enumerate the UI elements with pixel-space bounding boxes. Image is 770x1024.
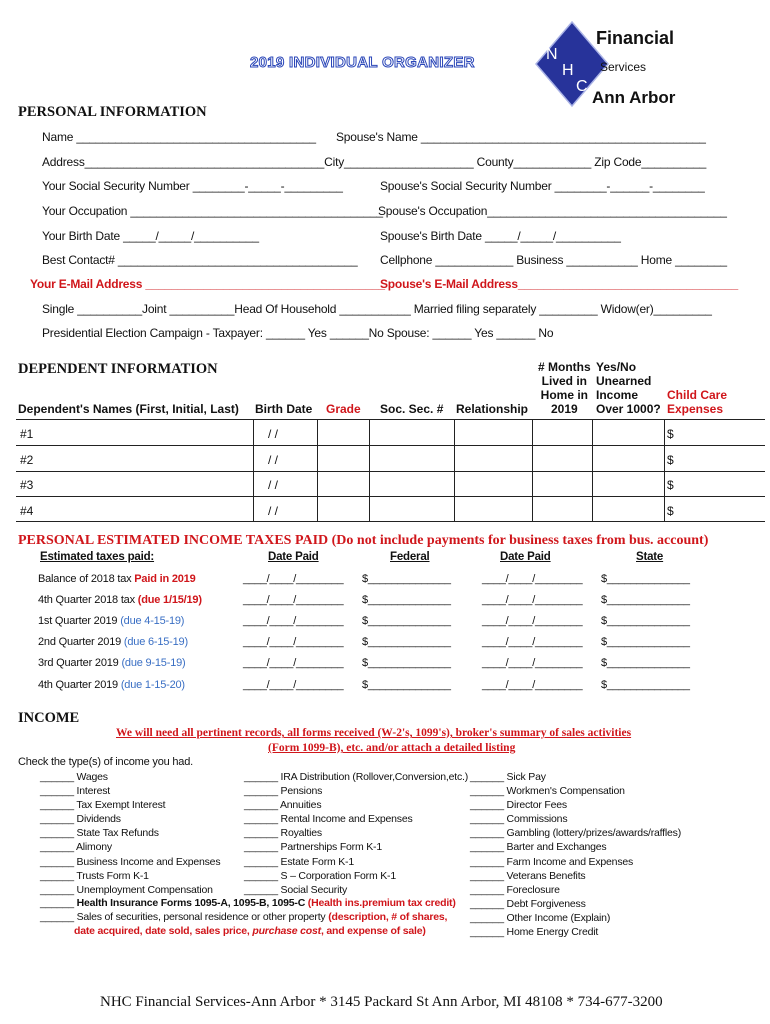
col-months-home: # Months Lived in Home in 2019	[538, 360, 591, 416]
date-mark: / /	[268, 504, 279, 518]
income-option: ______ Workmen's Compensation	[470, 785, 625, 798]
logo-text-financial: Financial	[596, 28, 675, 48]
col-dependent-names: Dependent's Names (First, Initial, Last)	[18, 402, 239, 416]
logo-text-services: Services	[600, 60, 647, 74]
col-federal: Federal	[390, 551, 430, 563]
income-option: ______ Commissions	[470, 813, 568, 826]
col-unearned-income: Yes/No Unearned Income Over 1000?	[596, 360, 661, 416]
records-notice-2: (Form 1099-B), etc. and/or attach a detailed listing	[268, 742, 516, 754]
spouse-name-field[interactable]: Spouse's Name ____________________________________________	[336, 130, 706, 144]
income-column-3[interactable]	[470, 770, 681, 939]
logo-letter-h: H	[562, 62, 574, 79]
income-option: ______ Annuities	[244, 799, 322, 812]
company-logo	[530, 18, 680, 113]
col-grade: Grade	[326, 402, 361, 416]
income-option: ______ Foreclosure	[470, 883, 560, 896]
federal-amount-field[interactable]: $______________	[362, 679, 451, 691]
income-option: ______ Business Income and Expenses	[40, 855, 221, 868]
col-date-paid-state: Date Paid	[500, 551, 551, 563]
income-option: ______ Social Security	[244, 883, 347, 896]
income-option: ______ Dividends	[40, 813, 121, 826]
income-option: ______ Royalties	[244, 827, 322, 840]
income-option: ______ Sick Pay	[470, 771, 546, 783]
page-title: 2019 INDIVIDUAL ORGANIZER	[250, 54, 475, 71]
logo-letter-n: N	[546, 46, 558, 63]
income-option: ______ Gambling (lottery/prizes/awards/raffles)	[470, 827, 682, 840]
election-campaign-options[interactable]: Presidential Election Campaign - Taxpayer: ______ Yes ______No Spouse: ______ Yes ______ No	[42, 326, 554, 340]
col-relationship: Relationship	[456, 402, 529, 416]
email-field[interactable]: Your E-Mail Address _____________________________________	[30, 277, 385, 291]
income-option: ______ Trusts Form K-1	[40, 869, 149, 882]
income-option: ______ Home Energy Credit	[470, 926, 599, 939]
income-option: ______ Wages	[40, 771, 108, 783]
income-heading: INCOME	[18, 710, 80, 726]
est-row-label: 4th Quarter 2018 tax (due 1/15/19)	[38, 594, 202, 606]
state-amount-field[interactable]: $______________	[601, 679, 690, 691]
income-option: ______ IRA Distribution (Rollover,Conversion,etc.)	[244, 771, 469, 783]
address-field[interactable]: Address_____________________________________City____________________ County____________ Zip Code__________	[42, 155, 707, 169]
date-mark: / /	[268, 478, 279, 492]
state-amount-field[interactable]: $______________	[601, 615, 690, 627]
dependent-row-label: #1	[20, 427, 34, 441]
birth-date-field[interactable]: Your Birth Date _____/_____/__________	[42, 229, 259, 243]
date-field[interactable]: ____/____/________	[243, 615, 344, 627]
filing-status-options[interactable]: Single __________Joint __________Head Of Household ___________ Married filing separately _________ Widow(er)_________	[42, 302, 712, 316]
date-field[interactable]: ____/____/________	[243, 679, 344, 691]
income-option: ______ Partnerships Form K-1	[244, 841, 382, 854]
sales-option[interactable]: ______ Sales of securities, personal residence or other property (description, # of shares,	[40, 911, 448, 923]
federal-amount-field[interactable]: $______________	[362, 594, 451, 606]
est-row-label: 1st Quarter 2019 (due 4-15-19)	[38, 615, 185, 627]
footer-address: NHC Financial Services-Ann Arbor * 3145 Packard St Ann Arbor, MI 48108 * 734-677-3200	[100, 994, 663, 1010]
income-option: ______ Estate Form K-1	[244, 855, 354, 868]
col-estimated-paid: Estimated taxes paid:	[40, 551, 155, 563]
col-birth-date: Birth Date	[255, 402, 313, 416]
income-option: ______ Unemployment Compensation	[40, 883, 213, 896]
dollar-sign: $	[667, 427, 674, 441]
income-option: ______ S – Corporation Form K-1	[244, 869, 396, 882]
income-option: ______ Veterans Benefits	[470, 869, 586, 882]
dollar-sign: $	[667, 453, 674, 467]
dollar-sign: $	[667, 478, 674, 492]
dependent-row-label: #3	[20, 478, 34, 492]
income-option: ______ State Tax Refunds	[40, 827, 159, 840]
income-column-2[interactable]	[244, 770, 468, 897]
est-row-label: 3rd Quarter 2019 (due 9-15-19)	[38, 657, 186, 669]
check-income-instructions: Check the type(s) of income you had.	[18, 756, 194, 768]
col-state: State	[636, 551, 664, 563]
date-field[interactable]: ____/____/________	[243, 573, 344, 585]
est-row-label: Balance of 2018 tax Paid in 2019	[38, 573, 196, 585]
sales-details: date acquired, date sold, sales price, purchase cost, and expense of sale)	[74, 925, 426, 937]
federal-amount-field[interactable]: $______________	[362, 657, 451, 669]
date-mark: / /	[268, 427, 279, 441]
income-option: ______ Barter and Exchanges	[470, 841, 607, 854]
income-option: ______ Tax Exempt Interest	[40, 799, 166, 812]
income-option: ______ Rental Income and Expenses	[244, 813, 413, 826]
est-row-label: 4th Quarter 2019 (due 1-15-20)	[38, 679, 185, 691]
date-field[interactable]: ____/____/________	[243, 636, 344, 648]
income-option: ______ Other Income (Explain)	[470, 911, 611, 924]
occupation-field[interactable]: Your Occupation _______________________________________	[42, 204, 383, 218]
date-field[interactable]: ____/____/________	[243, 657, 344, 669]
state-amount-field[interactable]: $______________	[601, 573, 690, 585]
health-insurance-option[interactable]: ______ Health Insurance Forms 1095-A, 1095-B, 1095-C (Health ins.premium tax credit)	[40, 897, 456, 909]
income-option: ______ Alimony	[40, 841, 112, 854]
federal-amount-field[interactable]: $______________	[362, 573, 451, 585]
state-date-field[interactable]: ____/____/________	[482, 657, 583, 669]
state-date-field[interactable]: ____/____/________	[482, 679, 583, 691]
income-option: ______ Pensions	[244, 785, 323, 798]
state-amount-field[interactable]: $______________	[601, 636, 690, 648]
best-contact-field[interactable]: Best Contact# _____________________________________	[42, 253, 358, 267]
phone-numbers-field[interactable]: Cellphone ____________ Business ___________ Home ________	[380, 253, 727, 267]
state-amount-field[interactable]: $______________	[601, 657, 690, 669]
col-date-paid: Date Paid	[268, 551, 319, 563]
logo-text-ann-arbor: Ann Arbor	[592, 88, 676, 107]
dependent-row-label: #2	[20, 453, 34, 467]
col-soc-sec: Soc. Sec. #	[380, 402, 444, 416]
name-field[interactable]: Name _____________________________________	[42, 130, 316, 144]
logo-letter-c: C	[576, 78, 588, 95]
state-date-field[interactable]: ____/____/________	[482, 636, 583, 648]
income-option: ______ Interest	[40, 785, 110, 798]
est-row-label: 2nd Quarter 2019 (due 6-15-19)	[38, 636, 188, 648]
income-column-1[interactable]	[40, 770, 220, 897]
spouse-occupation-field[interactable]: Spouse's Occupation_____________________________________	[378, 204, 727, 218]
state-date-field[interactable]: ____/____/________	[482, 573, 583, 585]
federal-amount-field[interactable]: $______________	[362, 615, 451, 627]
state-amount-field[interactable]: $______________	[601, 594, 690, 606]
estimated-taxes-heading: PERSONAL ESTIMATED INCOME TAXES PAID (Do not include payments for business taxes from bus. account)	[18, 533, 709, 548]
income-option: ______ Debt Forgiveness	[470, 897, 586, 910]
date-field[interactable]: ____/____/________	[243, 594, 344, 606]
income-option: ______ Farm Income and Expenses	[470, 855, 634, 868]
personal-heading: PERSONAL INFORMATION	[18, 104, 207, 120]
ssn-field[interactable]: Your Social Security Number ________-_____-_________	[42, 179, 343, 193]
income-option: ______ Director Fees	[470, 799, 567, 812]
records-notice: We will need all pertinent records, all forms received (W-2's, 1099's), broker's summary of sales activities	[116, 727, 632, 739]
federal-amount-field[interactable]: $______________	[362, 636, 451, 648]
dollar-sign: $	[667, 504, 674, 518]
spouse-birth-date-field[interactable]: Spouse's Birth Date _____/_____/__________	[380, 229, 621, 243]
spouse-email-field[interactable]: Spouse's E-Mail Address__________________________________	[380, 277, 738, 291]
col-child-care: Child Care Expenses	[667, 388, 728, 416]
date-mark: / /	[268, 453, 279, 467]
state-date-field[interactable]: ____/____/________	[482, 594, 583, 606]
dependent-heading: DEPENDENT INFORMATION	[18, 361, 218, 377]
dependent-row-label: #4	[20, 504, 34, 518]
spouse-ssn-field[interactable]: Spouse's Social Security Number ________-______-________	[380, 179, 705, 193]
state-date-field[interactable]: ____/____/________	[482, 615, 583, 627]
